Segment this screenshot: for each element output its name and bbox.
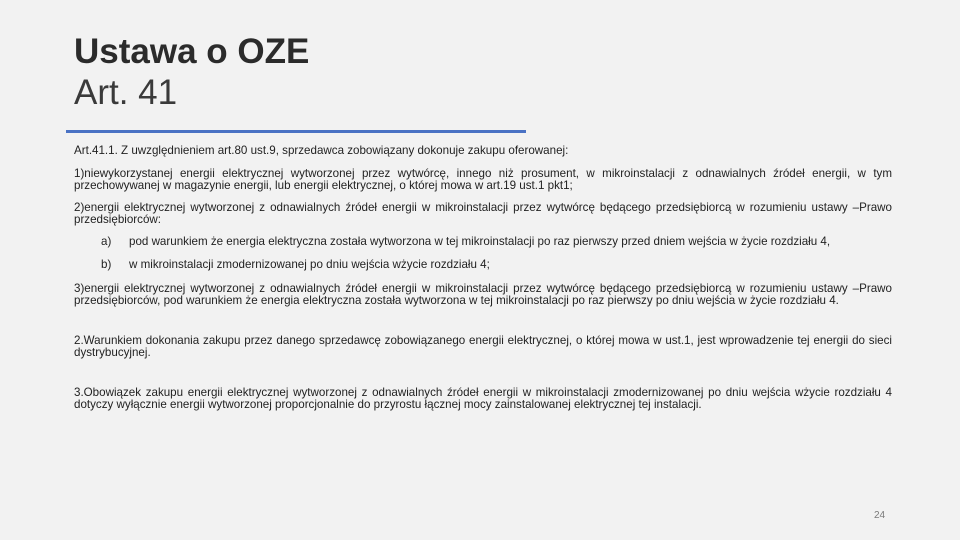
- sub-item-b-text: w mikroinstalacji zmodernizowanej po dniu wejścia wżycie rozdziału 4;: [129, 258, 490, 271]
- title-underline: [66, 130, 526, 133]
- article-intro: Art.41.1. Z uwzględnieniem art.80 ust.9, sprzedawca zobowiązany dokonuje zakupu oferowanej:: [74, 144, 569, 157]
- slide-body: [74, 145, 892, 421]
- sub-item-b: [74, 259, 892, 272]
- sub-item-b-marker: b): [101, 258, 112, 271]
- sub-item-a-marker: a): [101, 234, 112, 248]
- list-item-3: 3)energii elektrycznej wytworzonej z odnawialnych źródeł energii w mikroinstalacji przez wytwórcę będącego przedsiębiorcą w rozumieniu ustawy –Prawo przedsiębiorców, pod warunkiem że energia elektryczna została wytworzona w tej mikroinstalacji po raz pierwszy po dniu wejścia w życie rozdziału 4.: [74, 281, 892, 307]
- title-main: Ustawa o OZE: [74, 32, 310, 71]
- section-3: 3.Obowiązek zakupu energii elektrycznej wytworzonej z odnawialnych źródeł energii w mikroinstalacji zmodernizowanej po dniu wejścia wżycie rozdziału 4 dotyczy wyłącznie energii wytworzonej proporcjonalnie do przyrostu łącznej mocy zainstalowanej elektrycznej tej instalacji.: [74, 385, 892, 411]
- sub-list: [74, 236, 892, 272]
- page-number: 24: [874, 510, 886, 521]
- list-item-2: 2)energii elektrycznej wytworzonej z odnawialnych źródeł energii w mikroinstalacji przez wytwórcę będącego przedsiębiorcą w rozumieniu ustawy –Prawo przedsiębiorców:: [74, 200, 892, 226]
- list-item-1: 1)niewykorzystanej energii elektrycznej wytworzonej przez wytwórcę, innego niż prosument, w mikroinstalacji z odnawialnych źródeł energii, w tym przechowywanej w magazynie energii, lub energii elektrycznej, o której mowa w art.19 ust.1 pkt1;: [74, 166, 892, 192]
- slide-title: [74, 34, 309, 110]
- sub-item-a: [74, 236, 892, 249]
- sub-item-a-text: pod warunkiem że energia elektryczna została wytworzona w tej mikroinstalacji po raz pierwszy przed dniem wejścia w życie rozdziału 4,: [129, 234, 831, 248]
- title-article: Art. 41: [74, 73, 178, 112]
- section-2: 2.Warunkiem dokonania zakupu przez danego sprzedawcę zobowiązanego energii elektrycznej, o której mowa w ust.1, jest wprowadzenie tej energii do sieci dystrybucyjnej.: [74, 333, 892, 359]
